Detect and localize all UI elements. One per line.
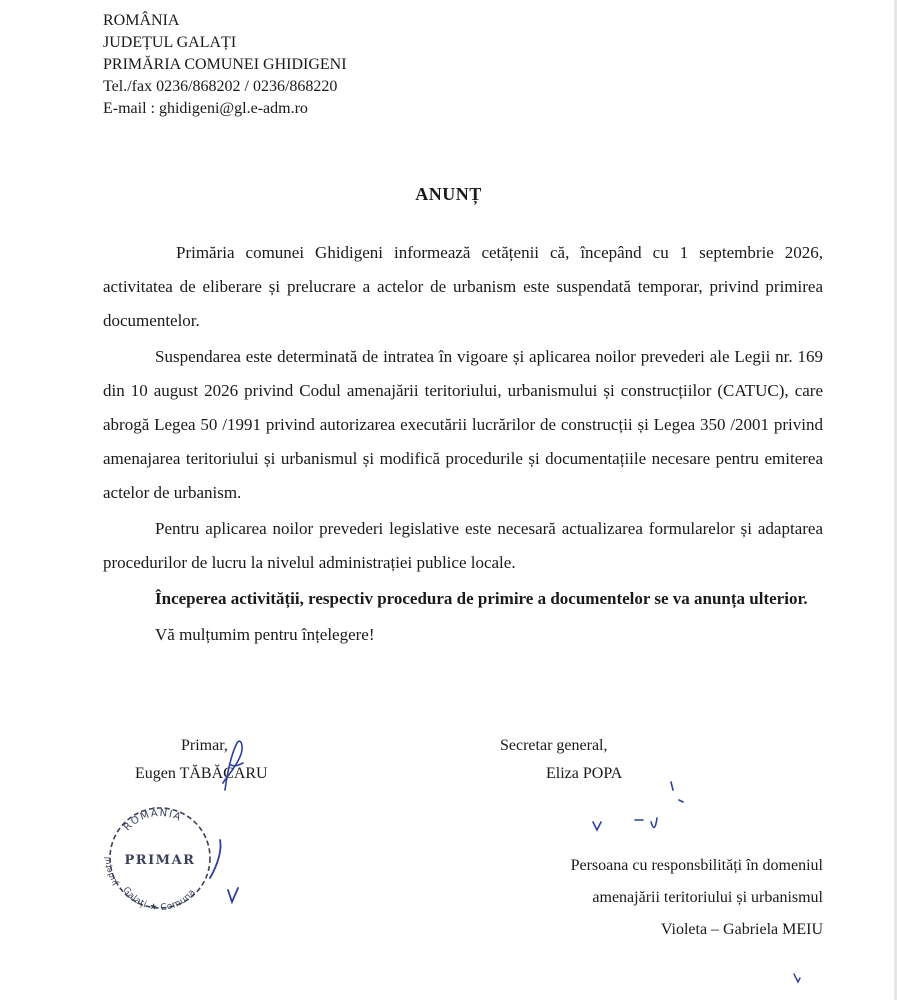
stamp-left-text: Județul (103, 856, 120, 887)
letterhead-institution: PRIMĂRIA COMUNEI GHIDIGENI (103, 56, 347, 73)
svg-text:Galați ★ Comuna (120, 885, 198, 913)
secretary-name: Eliza POPA (546, 765, 623, 782)
paragraph-intro: Primăria comunei Ghidigeni informează cetățenii că, începând cu 1 septembrie 2026, activitatea de eliberare și prelucrare a actelor de urbanism este suspendată temporar, privind primirea documentelor. (103, 243, 823, 330)
secretary-role: Secretar general, (500, 737, 608, 754)
letterhead-county: JUDEȚUL GALAȚI (103, 34, 237, 51)
responsible-line-1: Persoana cu responsbilități în domeniul (570, 857, 823, 874)
secretary-handwritten-signature-icon (585, 778, 695, 838)
paragraph-forms: Pentru aplicarea noilor prevederi legislative este necesară actualizarea formularelor și adaptarea procedurilor de lucru la nivelul administrației publice locale. (103, 519, 823, 572)
stamp-center-text: PRIMAR (124, 853, 196, 868)
paragraph-thanks: Vă mulțumim pentru înțelegere! (155, 625, 375, 644)
responsible-line-2: amenajării teritoriului și urbanismul (592, 889, 823, 906)
letterhead-phone: Tel./fax 0236/868202 / 0236/868220 (103, 78, 338, 95)
letterhead (103, 10, 347, 120)
paragraph-resumption: Începerea activității, respectiv procedura de primire a documentelor se va anunța ulterior. (155, 589, 808, 608)
announcement-body (103, 236, 823, 652)
letterhead-country: ROMÂNIA (103, 12, 180, 29)
mayor-name: Eugen TĂBĂCARU (135, 765, 268, 782)
mayor-initial-signature-icon (190, 830, 250, 910)
letterhead-email: E-mail : ghidigeni@gl.e-adm.ro (103, 100, 308, 117)
svg-text:Județul (103, 857, 120, 888)
mayor-handwritten-signature-icon (195, 735, 255, 795)
stamp-bottom-text: Galați ★ Comuna (120, 885, 198, 914)
paragraph-reason: Suspendarea este determinată de intratea în vigoare și aplicarea noilor prevederi ale Legii nr. 169 din 10 august 2026 privind Codul amenajării teritoriului, urbanismului și construcțiilor (CATUC), care abrogă Legea 50 /1991 privind autorizarea executării lucrărilor de construcții și Legea 350 /2001 privind amenajarea teritoriului și urbanismul și modifică procedurile și documentațiile necesare pentru emiterea actelor de urbanism. (103, 347, 823, 502)
document-title: ANUNȚ (415, 184, 482, 204)
mayor-role: Primar, (181, 737, 228, 754)
responsible-person-block (500, 850, 823, 946)
ink-mark-icon (788, 968, 808, 988)
responsible-name: Violeta – Gabriela MEIU (660, 921, 823, 938)
stamp-top-text: ROMÂNIA (121, 807, 184, 834)
